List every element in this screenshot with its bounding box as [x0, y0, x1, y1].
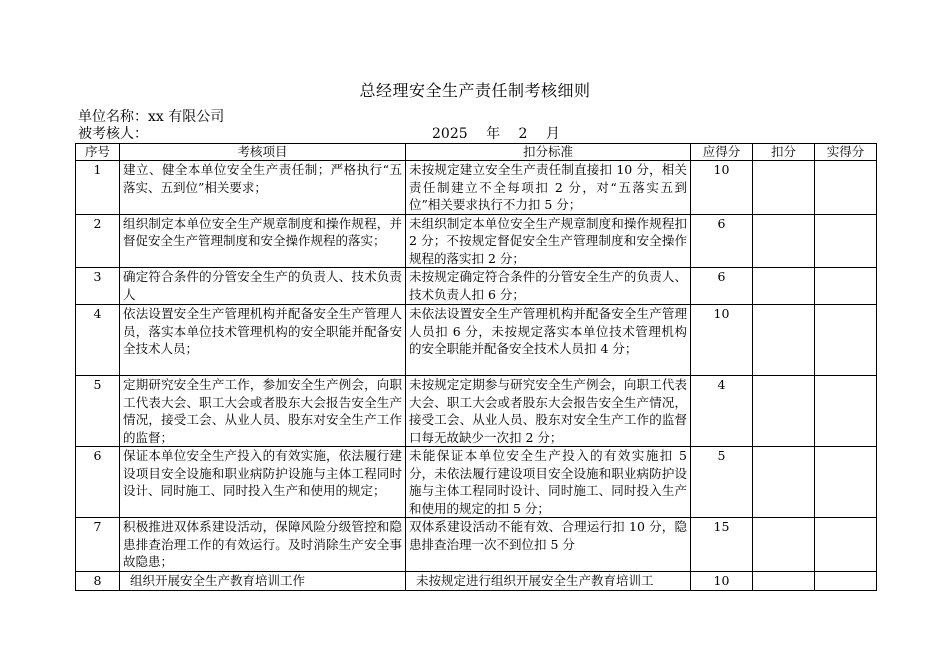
row-number: 4 [76, 305, 120, 376]
assessment-item: 确定符合条件的分管安全生产的负责人、技术负责人 [120, 268, 406, 305]
table-row [76, 518, 877, 572]
table-row [76, 214, 877, 268]
score-deducted[interactable] [753, 305, 815, 376]
assessment-date [432, 123, 568, 143]
header-standard: 扣分标准 [406, 144, 691, 161]
score-actual[interactable] [815, 161, 877, 215]
score-actual[interactable] [815, 518, 877, 572]
header-deduct: 扣分 [753, 144, 815, 161]
score-deducted[interactable] [753, 376, 815, 447]
row-number: 2 [76, 214, 120, 268]
unit-name: 单位名称：xx 有限公司 [78, 109, 225, 125]
score-actual[interactable] [815, 268, 877, 305]
score-deducted[interactable] [753, 214, 815, 268]
assessment-item: 定期研究安全生产工作，参加安全生产例会，向职工代表大会、职工大会或者股东大会报告安全生产情况，接受工会、从业人员、股东对安全生产工作的监督； [120, 376, 406, 447]
score-due: 10 [691, 305, 753, 376]
row-number: 6 [76, 447, 120, 518]
header-actual: 实得分 [815, 144, 877, 161]
date-year: 2025 [432, 126, 468, 142]
table-row [76, 305, 877, 376]
score-actual[interactable] [815, 447, 877, 518]
header-no: 序号 [76, 144, 120, 161]
date-month: 2 [518, 126, 528, 142]
score-actual[interactable] [815, 305, 877, 376]
score-deducted[interactable] [753, 161, 815, 215]
score-actual[interactable] [815, 214, 877, 268]
deduction-standard: 未能保证本单位安全生产投入的有效实施扣 5 分，未依法履行建设项目安全设施和职业病防护设施与主体工程同时设计、同时施工、同时投入生产和使用的规定的扣 5 分； [406, 447, 691, 518]
score-deducted[interactable] [753, 268, 815, 305]
table-header-row [76, 144, 877, 161]
score-due: 6 [691, 214, 753, 268]
assessment-item: 依法设置安全生产管理机构并配备安全生产管理人员，落实本单位技术管理机构的安全职能并配备安全技术人员； [120, 305, 406, 376]
date-month-unit: 月 [545, 126, 560, 142]
deduction-standard: 未按规定定期参与研究安全生产例会，向职工代表大会、职工大会或者股东大会报告安全生产情况，接受工会、从业人员、股东对安全生产工作的监督口每无故缺少一次扣 2 分； [406, 376, 691, 447]
header-item: 考核项目 [120, 144, 406, 161]
score-due: 6 [691, 268, 753, 305]
score-actual[interactable] [815, 572, 877, 591]
deduction-standard: 未组织制定本单位安全生产规章制度和操作规程扣 2 分；不按规定督促安全生产管理制度和安全操作规程的落实扣 2 分； [406, 214, 691, 268]
date-year-unit: 年 [486, 126, 501, 142]
score-due: 10 [691, 161, 753, 215]
table-row [76, 376, 877, 447]
score-actual[interactable] [815, 376, 877, 447]
assessment-item: 积极推进双体系建设活动，保障风险分级管控和隐患排查治理工作的有效运行。及时消除生产安全事故隐患； [120, 518, 406, 572]
row-number: 3 [76, 268, 120, 305]
deduction-standard: 未按规定确定符合条件的分管安全生产的负责人、技术负责人扣 6 分； [406, 268, 691, 305]
table-row [76, 268, 877, 305]
score-due: 10 [691, 572, 753, 591]
row-number: 5 [76, 376, 120, 447]
deduction-standard: 双体系建设活动不能有效、合理运行扣 10 分，隐患排查治理一次不到位扣 5 分 [406, 518, 691, 572]
row-number: 1 [76, 161, 120, 215]
table-row [76, 447, 877, 518]
score-deducted[interactable] [753, 572, 815, 591]
assessment-item: 组织开展安全生产教育培训工作 [120, 572, 406, 591]
score-due: 5 [691, 447, 753, 518]
deduction-standard: 未依法设置安全生产管理机构并配备安全生产管理人员扣 6 分，未按规定落实本单位技术管理机构的安全职能并配备安全技术人员扣 4 分； [406, 305, 691, 376]
assessment-item: 建立、健全本单位安全生产责任制；严格执行“五落实、五到位”相关要求； [120, 161, 406, 215]
score-deducted[interactable] [753, 447, 815, 518]
row-number: 7 [76, 518, 120, 572]
assessment-item: 组织制定本单位安全生产规章制度和操作规程，并督促安全生产管理制度和安全操作规程的落实； [120, 214, 406, 268]
document-title: 总经理安全生产责任制考核细则 [359, 81, 591, 100]
row-number: 8 [76, 572, 120, 591]
score-due: 4 [691, 376, 753, 447]
assessee-label: 被考核人： [78, 126, 148, 142]
score-due: 15 [691, 518, 753, 572]
table-row [76, 161, 877, 215]
score-deducted[interactable] [753, 518, 815, 572]
assessment-table [75, 143, 877, 591]
deduction-standard: 未按规定进行组织开展安全生产教育培训工 [406, 572, 691, 591]
table-row [76, 572, 877, 591]
header-score: 应得分 [691, 144, 753, 161]
deduction-standard: 未按规定建立安全生产责任制直接扣 10 分，相关责任制建立不全每项扣 2 分，对“五落实五到位”相关要求执行不力扣 5 分； [406, 161, 691, 215]
assessment-item: 保证本单位安全生产投入的有效实施，依法履行建设项目安全设施和职业病防护设施与主体工程同时设计、同时施工、同时投入生产和使用的规定； [120, 447, 406, 518]
